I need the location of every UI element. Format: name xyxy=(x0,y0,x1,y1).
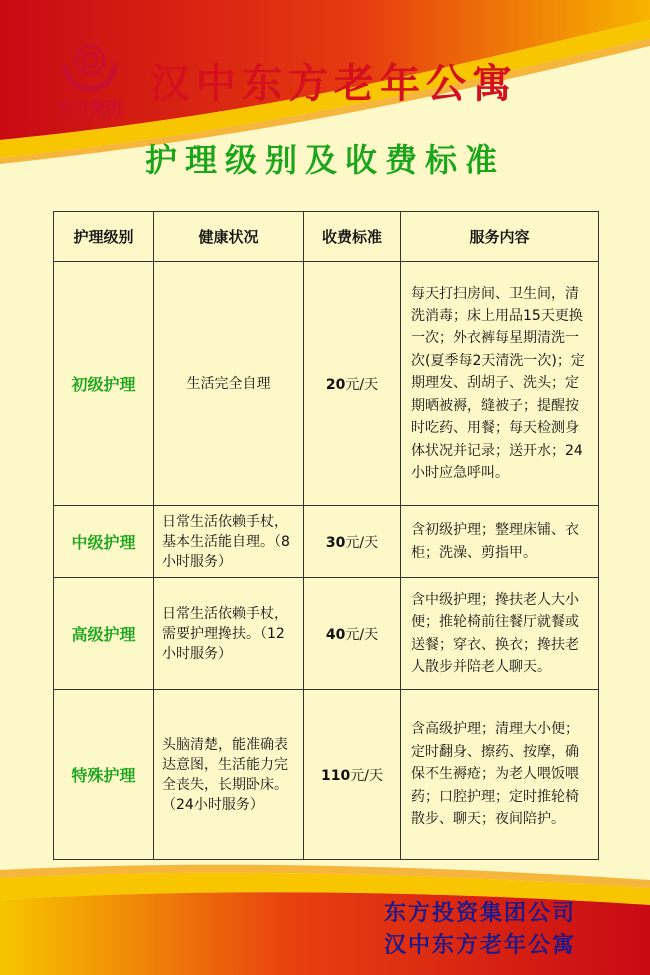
company-logo xyxy=(40,40,140,135)
page-subtitle: 护理级别及收费标准 xyxy=(144,141,505,179)
fee-table xyxy=(53,211,599,860)
table-row xyxy=(54,506,599,578)
service-content: 含初级护理；整理床铺、衣柜；洗澡、剪指甲。 xyxy=(401,506,599,578)
header-health: 健康状况 xyxy=(154,212,304,262)
fee-unit: 元/天 xyxy=(350,767,383,784)
care-level: 特殊护理 xyxy=(54,690,154,860)
fee-standard xyxy=(304,578,401,690)
service-content: 含高级护理；清理大小便；定时翻身、擦药、按摩，确保不生褥疮；为老人喂饭喂药；口腔护理；定时推轮椅散步、聊天；夜间陪护。 xyxy=(401,690,599,860)
fee-unit: 元/天 xyxy=(345,376,379,393)
care-level: 中级护理 xyxy=(54,506,154,578)
care-level: 高级护理 xyxy=(54,578,154,690)
health-status: 日常生活依赖手杖，基本生活能自理。（8小时服务） xyxy=(154,506,304,578)
fee-standard xyxy=(304,262,401,506)
table-header-row xyxy=(54,212,599,262)
service-content: 含中级护理；搀扶老人大小便；推轮椅前往餐厅就餐或送餐；穿衣、换衣；搀扶老人散步并陪老人聊天。 xyxy=(401,578,599,690)
fee-amount: 110 xyxy=(321,767,351,784)
header-level: 护理级别 xyxy=(54,212,154,262)
logo-name-cn: 东方集团 xyxy=(57,98,122,117)
header-fee: 收费标准 xyxy=(304,212,401,262)
footer-company: 东方投资集团公司 xyxy=(383,900,576,926)
hands-holding-coin-icon xyxy=(40,40,140,96)
page-title: 汉中东方老年公寓 xyxy=(150,60,518,107)
care-level: 初级护理 xyxy=(54,262,154,506)
fee-standard xyxy=(304,690,401,860)
fee-unit: 元/天 xyxy=(345,534,379,551)
fee-amount: 20 xyxy=(325,376,346,393)
health-status: 头脑清楚，能准确表达意图，生活能力完全丧失，长期卧床。（24小时服务） xyxy=(154,690,304,860)
service-content: 每天打扫房间、卫生间，清洗消毒；床上用品15天更换一次；外衣裤每星期清洗一次(夏季每2天清洗一次)；定期理发、刮胡子、洗头；定期晒被褥，缝被子；提醒按时吃药、用餐；每天检测身体状况并记录；送开水；24小时应急呼叫。 xyxy=(401,262,599,506)
header-service: 服务内容 xyxy=(401,212,599,262)
logo-name-en: ORIENTAL GROUP xyxy=(56,115,124,122)
health-status: 日常生活依赖手杖，需要护理搀扶。（12小时服务） xyxy=(154,578,304,690)
health-status: 生活完全自理 xyxy=(154,262,304,506)
footer-apartment: 汉中东方老年公寓 xyxy=(383,932,576,958)
fee-amount: 40 xyxy=(325,626,346,643)
table-row xyxy=(54,262,599,506)
table-row xyxy=(54,578,599,690)
table-row xyxy=(54,690,599,860)
fee-amount: 30 xyxy=(325,534,346,551)
fee-unit: 元/天 xyxy=(345,626,379,643)
fee-standard xyxy=(304,506,401,578)
